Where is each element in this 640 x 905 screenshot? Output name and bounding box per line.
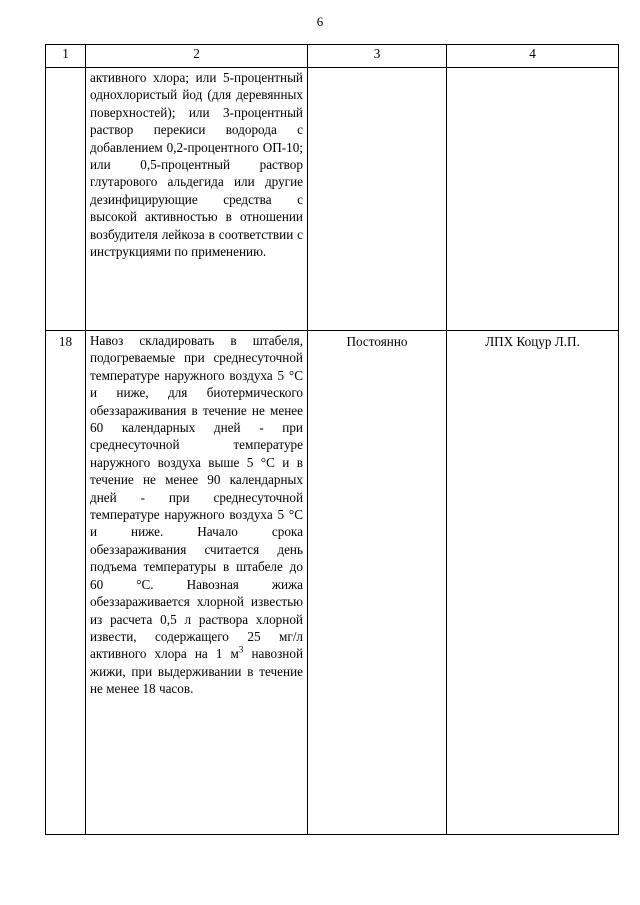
row-number (46, 68, 85, 72)
header-cell-2: 2 (86, 45, 308, 68)
cubic-superscript: 3 (238, 644, 244, 655)
table-row (46, 68, 619, 331)
term-text (308, 68, 446, 72)
responsible-text: ЛПХ Коцур Л.П. (485, 334, 580, 349)
table-row (46, 331, 619, 835)
measure-text (86, 331, 307, 700)
header-cell-4: 4 (447, 45, 619, 68)
page-number: 6 (316, 14, 324, 29)
measure-cell (86, 68, 308, 331)
measure-cell (86, 331, 308, 835)
responsible-cell (447, 68, 619, 331)
responsible-text (447, 68, 618, 72)
row-number: 18 (58, 334, 73, 349)
header-cell-1: 1 (46, 45, 86, 68)
term-cell (308, 68, 447, 331)
row-number-cell (46, 331, 86, 835)
responsible-cell (447, 331, 619, 835)
term-cell (308, 331, 447, 835)
measures-table (45, 44, 619, 835)
header-cell-3: 3 (308, 45, 447, 68)
measure-text: активного хлора; или 5-процентный однохлористый йод (для деревянных поверхностей); или 3-процентный раствор перекиси водорода с добавлением 0,2-процентного ОП-10; или 0,5-процентный раствор глутарового альдегида или другие дезинфицирующие средства с высокой активностью в отношении возбудителя лейкоза в соответствии с инструкциями по применению. (90, 70, 303, 260)
measure-text-part2: навозной жижи, при выдерживании в течение не менее 18 часов. (90, 646, 303, 697)
table-header-row (46, 45, 619, 68)
measure-text-part1: Навоз складировать в штабеля, подогреваемые при среднесуточной температуре наружного воздуха 5 °С и ниже, для биотермического обеззараживания в течение не менее 60 календарных дней - при среднесуточной температуре наружного воздуха выше 5 °С и в течение не менее 90 календарных дней - при среднесуточной температуре наружного воздуха 5 °С и ниже. Начало срока обеззараживания считается день подъема температуры в штабеле до 60 °С. Навозная жижа обеззараживается хлорной известью из расчета 0,5 л раствора хлорной извести, содержащего 25 мг/л активного хлора на 1 м (90, 333, 303, 662)
row-number-cell (46, 68, 86, 331)
term-text: Постоянно (346, 334, 408, 349)
